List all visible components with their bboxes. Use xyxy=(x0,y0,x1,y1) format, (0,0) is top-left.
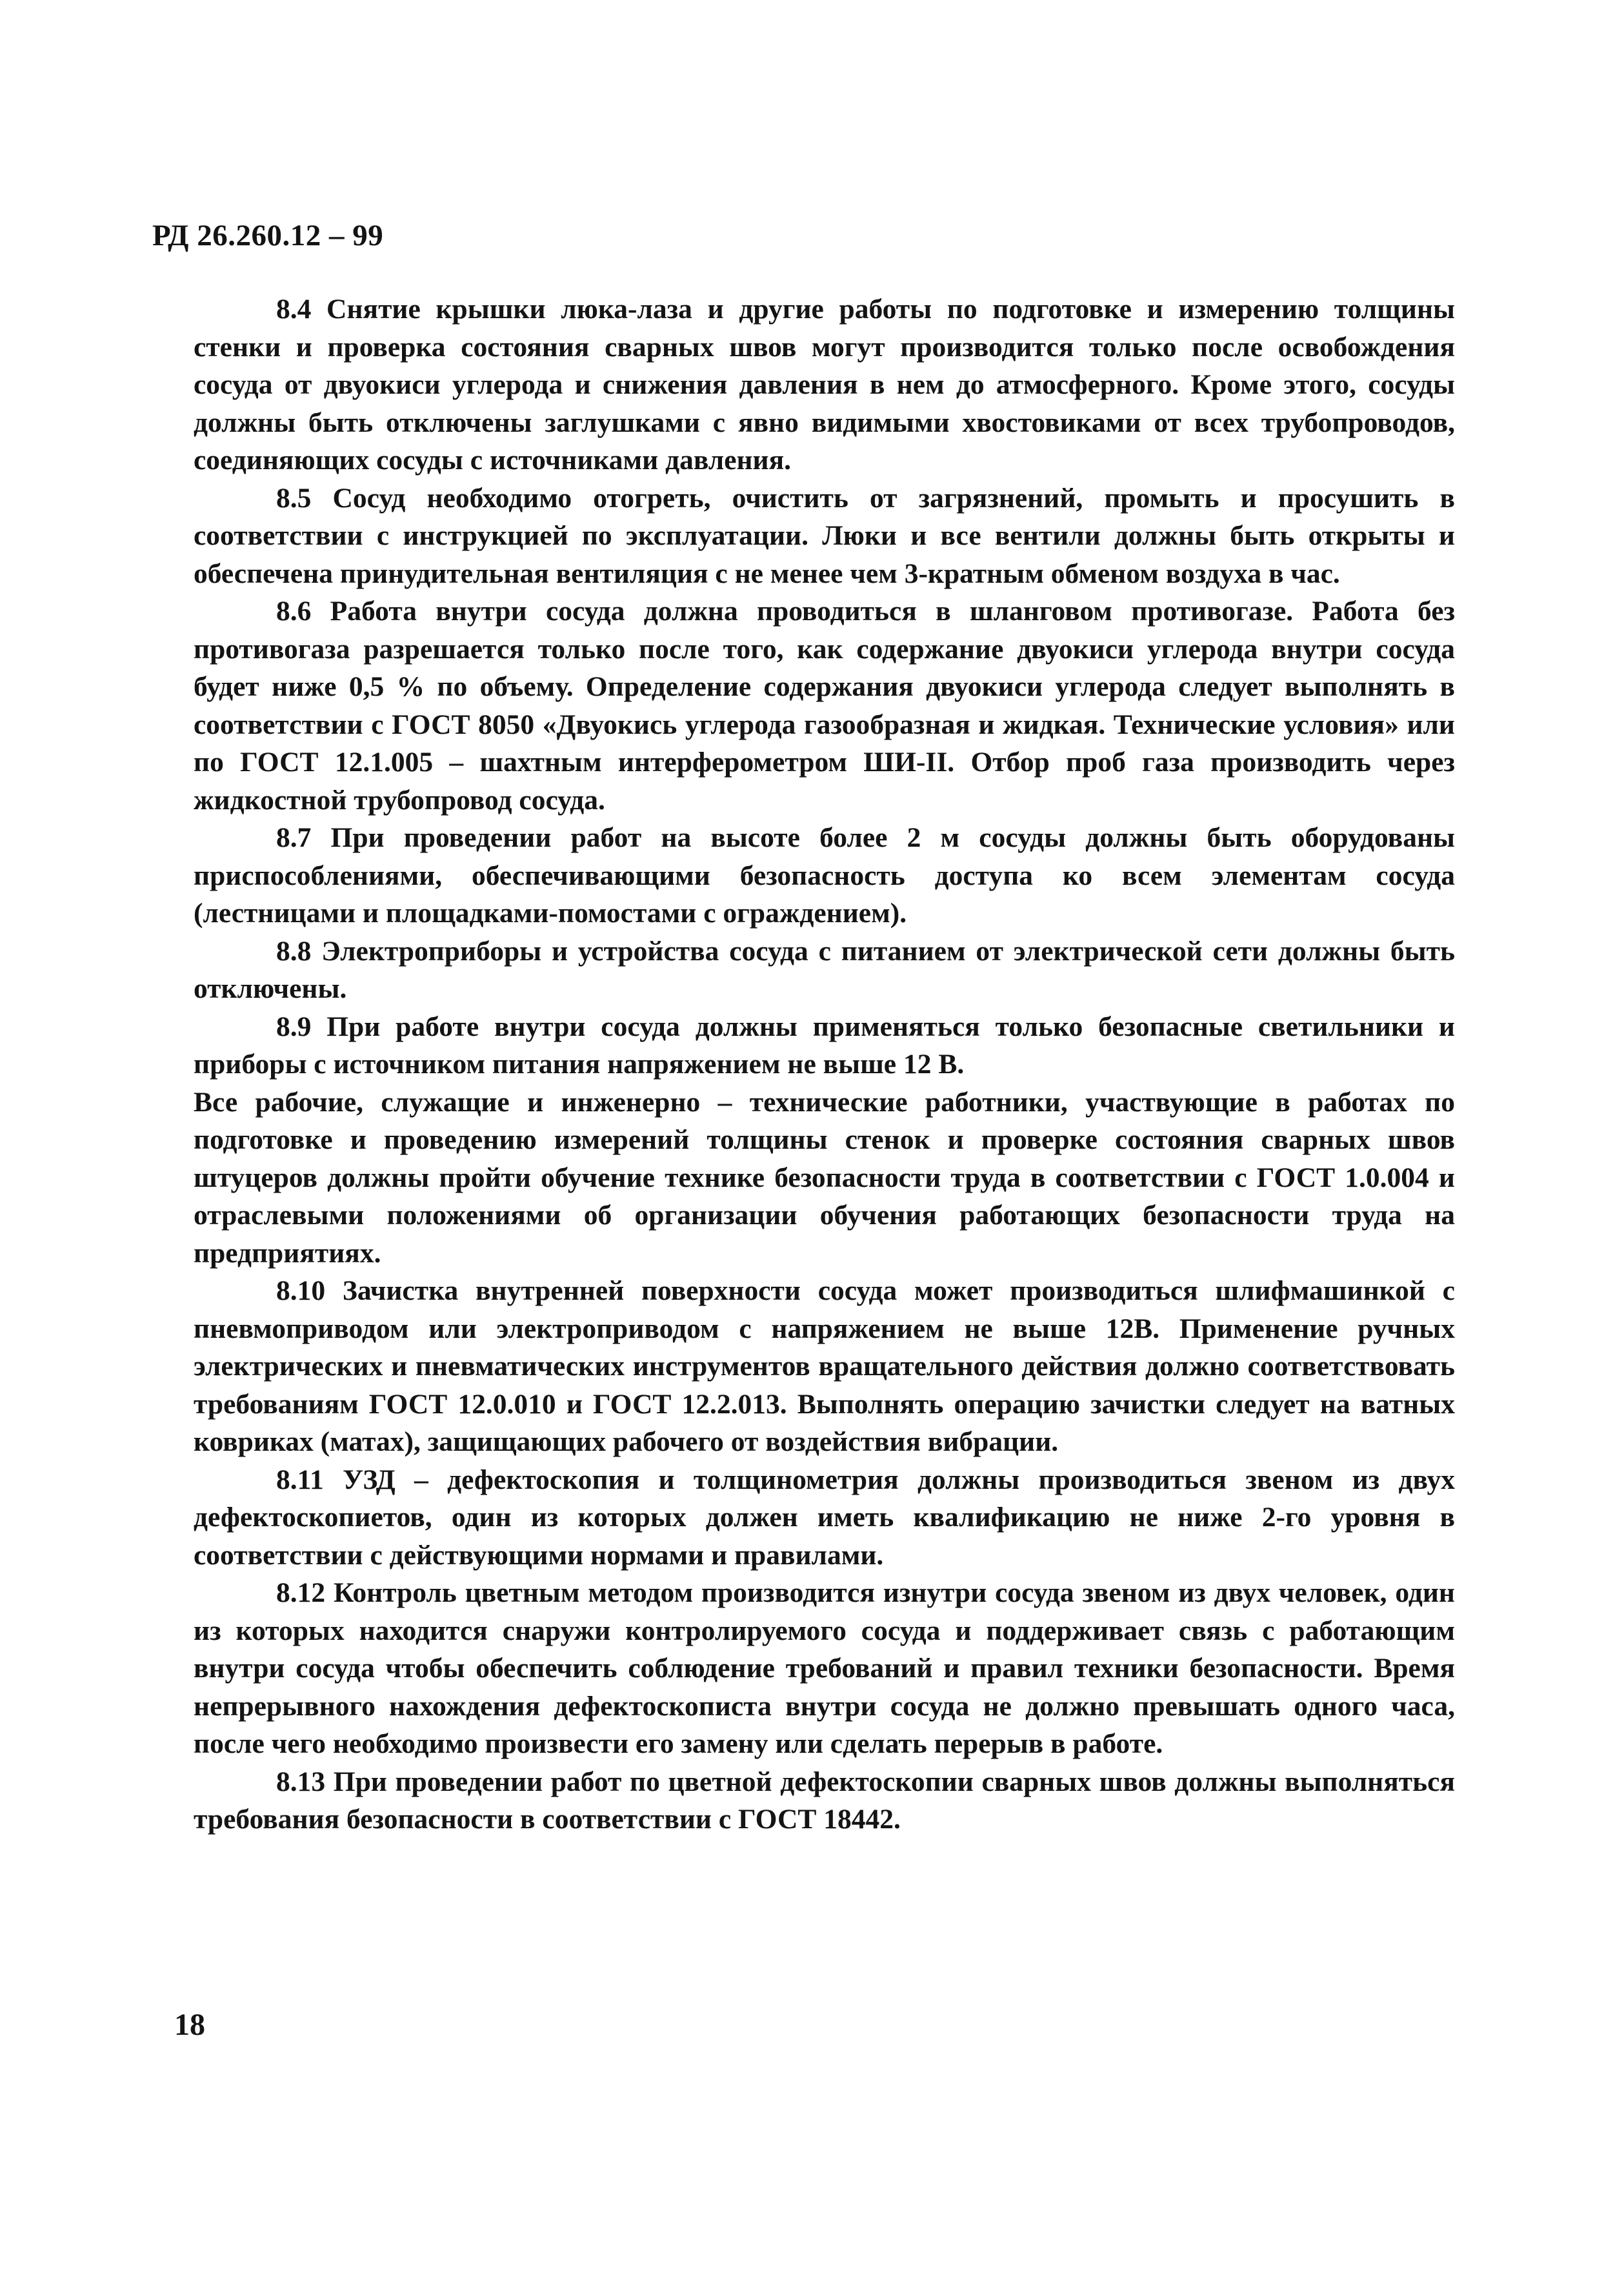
paragraph-8-11: 8.11 УЗД – дефектоскопия и толщинометрия должны производиться звеном из двух дефектоскопиетов, один из которых должен иметь квалификацию не ниже 2-го уровня в соответствии с действующими нормами и правилами. xyxy=(194,1464,1455,1571)
paragraph-8-4: 8.4 Снятие крышки люка-лаза и другие работы по подготовке и измерению толщины стенки и проверка состояния сварных швов могут производится только после освобождения сосуда от двуокиси углерода и снижения давления в нем до атмосферного. Кроме этого, сосуды должны быть отключены заглушками с явно видимыми хвостовиками от всех трубопроводов, соединяющих сосуды с источниками давления. xyxy=(194,294,1455,476)
document-body xyxy=(194,290,1455,1839)
paragraph-8-9: 8.9 При работе внутри сосуда должны применяться только безопасные светильники и приборы с источником питания напряжением не выше 12 В. xyxy=(194,1011,1455,1080)
paragraph-8-6: 8.6 Работа внутри сосуда должна проводиться в шланговом противогазе. Работа без противогаза разрешается только после того, как содержание двуокиси углерода внутри сосуда будет ниже 0,5 % по объему. Определение содержания двуокиси углерода следует выполнять в соответствии с ГОСТ 8050 «Двуокись углерода газообразная и жидкая. Технические условия» или по ГОСТ 12.1.005 – шахтным интерферометром ШИ-II. Отбор проб газа производить через жидкостной трубопровод сосуда. xyxy=(194,596,1455,816)
paragraph-8-5: 8.5 Сосуд необходимо отогреть, очистить от загрязнений, промыть и просушить в соответствии с инструкцией по эксплуатации. Люки и все вентили должны быть открыты и обеспечена принудительная вентиляция с не менее чем 3-кратным обменом воздуха в час. xyxy=(194,482,1455,589)
page-number: 18 xyxy=(174,2008,205,2042)
paragraph-8-7: 8.7 При проведении работ на высоте более 2 м сосуды должны быть оборудованы приспособлениями, обеспечивающими безопасность доступа ко всем элементам сосуда (лестницами и площадками-помостами с ограждением). xyxy=(194,822,1455,929)
paragraph-8-13: 8.13 При проведении работ по цветной дефектоскопии сварных швов должны выполняться требования безопасности в соответствии с ГОСТ 18442. xyxy=(194,1766,1455,1835)
paragraph-8-8: 8.8 Электроприборы и устройства сосуда с питанием от электрической сети должны быть отключены. xyxy=(194,935,1455,1004)
paragraph-8-10: 8.10 Зачистка внутренней поверхности сосуда может производиться шлифмашинкой с пневмоприводом или электроприводом с напряжением не выше 12В. Применение ручных электрических и пневматических инструментов вращательного действия должно соответствовать требованиям ГОСТ 12.0.010 и ГОСТ 12.2.013. Выполнять операцию зачистки следует на ватных ковриках (матах), защищающих рабочего от воздействия вибрации. xyxy=(194,1275,1455,1457)
paragraph-8-12: 8.12 Контроль цветным методом производится изнутри сосуда звеном из двух человек, один из которых находится снаружи контролируемого сосуда и поддерживает связь с работающим внутри сосуда чтобы обеспечить соблюдение требований и правил техники безопасности. Время непрерывного нахождения дефектоскописта внутри сосуда не должно превышать одного часа, после чего необходимо произвести его замену или сделать перерыв в работе. xyxy=(194,1577,1455,1759)
paragraph-training: Все рабочие, служащие и инженерно – технические работники, участвующие в работах по подготовке и проведению измерений толщины стенок и проверке состояния сварных швов штуцеров должны пройти обучение технике безопасности труда в соответствии с ГОСТ 1.0.004 и отраслевыми положениями об организации обучения работающих безопасности труда на предприятиях. xyxy=(194,1086,1455,1269)
document-code-header: РД 26.260.12 – 99 xyxy=(152,219,384,252)
